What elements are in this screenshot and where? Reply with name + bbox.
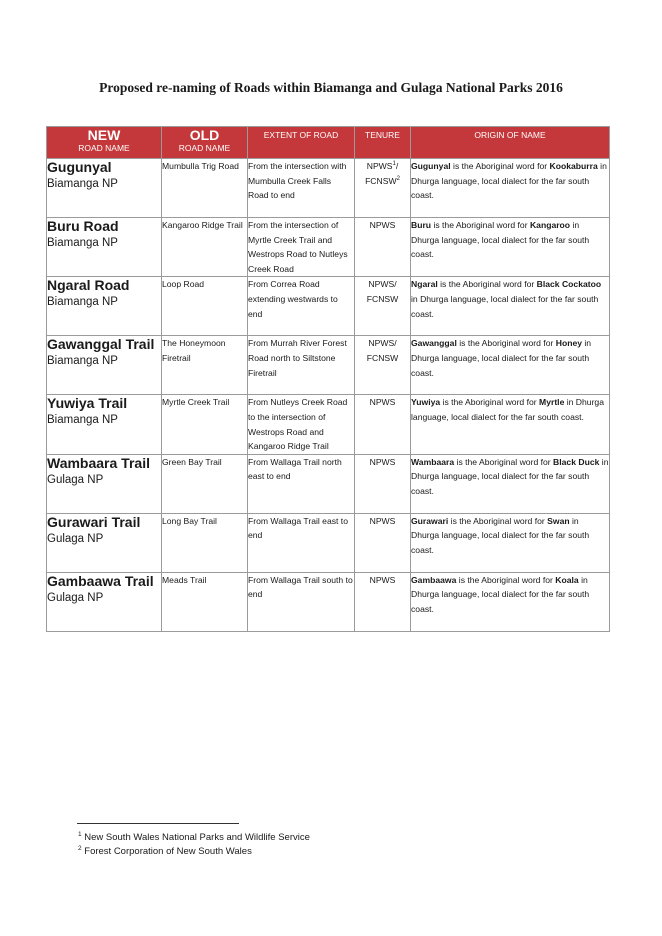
footnote-2: $^2$ Forest Corporation of New South Wales [78, 844, 252, 857]
table-row [47, 159, 610, 218]
national-park: Biamanga NP [47, 237, 118, 249]
tenure-cell [355, 336, 411, 395]
road-extent: From Nutleys Creek Road to the intersection of Westrops Road and Kangaroo Ridge Trail [248, 395, 355, 454]
page-title: Proposed re-naming of Roads within Biamanga and Gulaga National Parks 2016 [99, 80, 563, 95]
origin-of-name: Wambaara is the Aboriginal word for Black Duck in Dhurga language, local dialect for the far south coast. [411, 454, 610, 513]
table-row [47, 454, 610, 513]
new-road-name: Ngaral Road [47, 277, 130, 294]
origin-of-name: Gugunyal is the Aboriginal word for Kookaburra in Dhurga language, local dialect for the far south coast. [411, 159, 610, 218]
table-row [47, 277, 610, 336]
new-road-name: Gurawari Trail [47, 513, 141, 530]
origin-of-name: Gawanggal is the Aboriginal word for Honey in Dhurga language, local dialect for the far south coast. [411, 336, 610, 395]
tenure-cell [355, 159, 411, 218]
road-renaming-table [46, 126, 610, 632]
old-road-name: Loop Road [162, 277, 248, 336]
national-park: Gulaga NP [47, 473, 104, 486]
origin-meaning: Honey [555, 338, 582, 349]
header-new: NEW ROAD NAME [47, 127, 162, 159]
header-old: OLD ROAD NAME [162, 127, 248, 159]
tenure-secondary: FCNSW [365, 175, 397, 186]
new-road-name-cell [47, 336, 162, 395]
old-road-name: Mumbulla Trig Road [162, 159, 248, 218]
table-row [47, 395, 610, 454]
road-extent: From the intersection of Myrtle Creek Trail and Westrops Road to Nutleys Creek Road [248, 218, 355, 277]
new-road-name-cell [47, 513, 162, 572]
old-road-name: Meads Trail [162, 572, 248, 631]
header-extent: EXTENT OF ROAD [248, 127, 355, 159]
header-origin: ORIGIN OF NAME [411, 127, 610, 159]
footnote-1: $^1$ New South Wales National Parks and Wildlife Service [78, 830, 310, 843]
origin-of-name: Gambaawa is the Aboriginal word for Koala in Dhurga language, local dialect for the far south coast. [411, 572, 610, 631]
tenure-primary-footnote: 1 [392, 161, 396, 168]
footnote-divider [77, 823, 239, 824]
new-road-name-cell [47, 277, 162, 336]
national-park: Biamanga NP [47, 296, 118, 309]
tenure-primary: NPWS [366, 161, 393, 171]
new-road-name-cell [47, 454, 162, 513]
old-road-name: Myrtle Creek Trail [162, 395, 248, 454]
tenure-primary: NPWS [369, 397, 396, 408]
tenure-primary: NPWS [369, 574, 396, 585]
header-tenure: TENURE [355, 127, 411, 159]
old-road-name: Long Bay Trail [162, 513, 248, 572]
tenure-primary: NPWS/ [368, 279, 397, 290]
origin-of-name: Yuwiya is the Aboriginal word for Myrtle in Dhurga language, local dialect for the far south coast. [411, 395, 610, 454]
road-extent: From the intersection with Mumbulla Creek Falls Road to end [248, 159, 355, 218]
origin-meaning: Black Duck [553, 456, 600, 467]
national-park: Biamanga NP [47, 355, 118, 368]
origin-meaning: Kookaburra [549, 161, 598, 171]
national-park: Biamanga NP [47, 178, 118, 190]
tenure-primary: NPWS/ [368, 338, 397, 349]
tenure-cell [355, 513, 411, 572]
national-park: Biamanga NP [47, 414, 118, 427]
origin-word: Gugunyal [411, 161, 451, 171]
origin-word: Gurawari [411, 515, 449, 526]
old-road-name: The Honeymoon Firetrail [162, 336, 248, 395]
tenure-cell [355, 277, 411, 336]
tenure-cell [355, 218, 411, 277]
old-road-name: Kangaroo Ridge Trail [162, 218, 248, 277]
table-header-row [47, 127, 610, 159]
new-road-name: Gambaawa Trail [47, 572, 154, 589]
tenure-cell [355, 572, 411, 631]
new-road-name: Wambaara Trail [47, 454, 150, 471]
tenure-primary: NPWS [369, 515, 396, 526]
origin-meaning: Black Cockatoo [536, 279, 602, 290]
origin-of-name: Ngaral is the Aboriginal word for Black Cockatoo in Dhurga language, local dialect for the far south coast. [411, 277, 610, 336]
tenure-cell [355, 454, 411, 513]
origin-word: Wambaara [411, 456, 455, 467]
new-road-name-cell [47, 572, 162, 631]
new-road-name: Gugunyal [47, 159, 112, 175]
road-extent: From Correa Road extending westwards to end [248, 277, 355, 336]
new-road-name: Yuwiya Trail [47, 395, 128, 412]
old-road-name: Green Bay Trail [162, 454, 248, 513]
tenure-secondary: FCNSW [366, 352, 399, 363]
origin-word: Buru [411, 220, 432, 230]
origin-meaning: Myrtle [539, 397, 565, 408]
origin-word: Gambaawa [411, 574, 457, 585]
origin-of-name: Gurawari is the Aboriginal word for Swan in Dhurga language, local dialect for the far south coast. [411, 513, 610, 572]
road-extent: From Wallaga Trail north east to end [248, 454, 355, 513]
road-extent: From Wallaga Trail south to end [248, 572, 355, 631]
tenure-cell [355, 395, 411, 454]
table-row [47, 218, 610, 277]
national-park: Gulaga NP [47, 532, 104, 545]
table-row [47, 572, 610, 631]
table-row [47, 336, 610, 395]
new-road-name: Buru Road [47, 218, 119, 234]
road-extent: From Murrah River Forest Road north to Siltstone Firetrail [248, 336, 355, 395]
road-extent: From Wallaga Trail east to end [248, 513, 355, 572]
origin-meaning: Koala [555, 574, 579, 585]
origin-word: Gawanggal [411, 338, 457, 349]
new-road-name-cell [47, 159, 162, 218]
new-road-name-cell [47, 218, 162, 277]
national-park: Gulaga NP [47, 591, 104, 604]
new-road-name-cell [47, 395, 162, 454]
tenure-secondary: FCNSW [366, 293, 399, 304]
tenure-primary: NPWS [369, 220, 396, 230]
tenure-primary-suffix: / [395, 161, 399, 171]
origin-meaning: Kangaroo [529, 220, 571, 230]
tenure-primary: NPWS [369, 456, 396, 467]
origin-meaning: Swan [547, 515, 570, 526]
tenure-secondary-footnote: 2 [396, 175, 400, 182]
origin-of-name: Buru is the Aboriginal word for Kangaroo in Dhurga language, local dialect for the far south coast. [411, 218, 610, 277]
origin-word: Yuwiya [411, 397, 441, 408]
origin-word: Ngaral [411, 279, 438, 290]
new-road-name: Gawanggal Trail [47, 336, 155, 353]
table-row [47, 513, 610, 572]
